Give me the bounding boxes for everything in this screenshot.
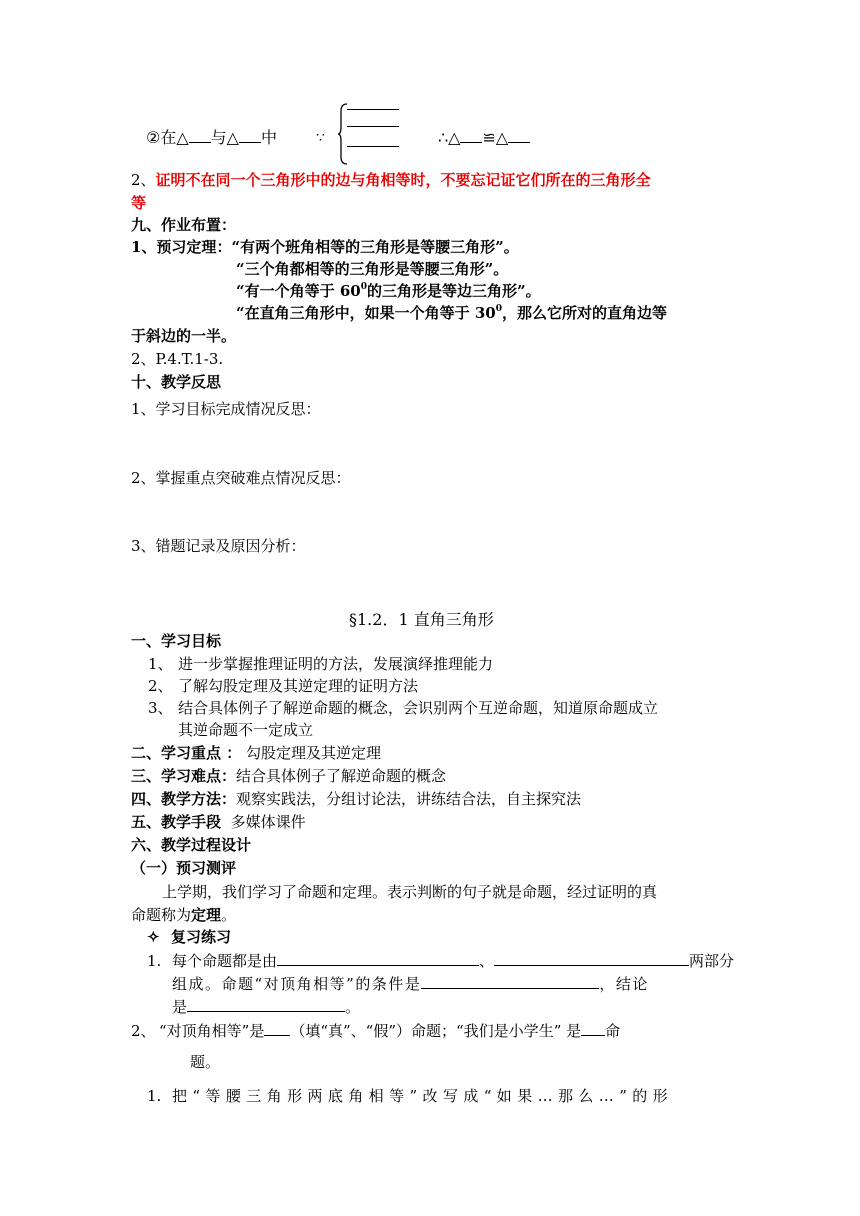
reflection-q2: 2、掌握重点突破难点情况反思： bbox=[131, 469, 351, 487]
goal-3-text: 结合具体例子了解逆命题的概念，会识别两个互逆命题，知道原命题成立 bbox=[178, 699, 659, 717]
goal-1-num: 1、 bbox=[148, 655, 173, 673]
left-brace-icon bbox=[337, 103, 349, 165]
goals-heading: 一、学习目标 bbox=[131, 632, 222, 650]
proof-prefix: ②在△ bbox=[146, 128, 189, 147]
goal-1 bbox=[148, 654, 493, 674]
answer-blank-6[interactable] bbox=[581, 1021, 605, 1036]
exercise-1-a: 每个命题都是由 bbox=[172, 952, 278, 970]
homework-item1-text: “有两个班角相等的三角形是等腰三角形”。 bbox=[231, 238, 519, 256]
goal-1-text: 进一步掌握推理证明的方法，发展演绎推理能力 bbox=[178, 655, 494, 673]
exercise-1-line3 bbox=[172, 997, 360, 1017]
congruent-text: ≌△ bbox=[482, 128, 509, 147]
exercise-1-g: 。 bbox=[345, 998, 361, 1016]
proof-line bbox=[146, 128, 277, 148]
goal-3-num: 3、 bbox=[148, 699, 173, 717]
intro-line1: 上学期，我们学习了命题和定理。表示判断的句子就是命题，经过证明的真 bbox=[162, 883, 658, 901]
exercise-2-line2: 题。 bbox=[190, 1053, 221, 1071]
key-heading: 二、学习重点 ： bbox=[131, 744, 242, 762]
exercise-2-b: （填“真”、“假”）命题；“我们是小学生” 是 bbox=[290, 1022, 582, 1040]
answer-blank-5[interactable] bbox=[264, 1021, 290, 1036]
preview-heading: （一）预习测评 bbox=[131, 859, 237, 877]
intro-line2 bbox=[131, 905, 236, 925]
exercise-3-text: 把“等腰三角形两底角相等”改写成“如果…那么…”的形 bbox=[172, 1087, 674, 1105]
teaching-means bbox=[131, 812, 306, 832]
intro-bold: 定理 bbox=[191, 906, 222, 924]
therefore-line bbox=[438, 128, 530, 148]
homework-item1-b: “三个角都相等的三角形是等腰三角形”。 bbox=[236, 260, 509, 278]
homework-item1-d-post: ，那么它所对的直角边等 bbox=[502, 304, 668, 322]
answer-blank-4[interactable] bbox=[187, 997, 345, 1012]
answer-blank-3[interactable] bbox=[421, 974, 599, 989]
therefore-text: ∴△ bbox=[438, 128, 461, 147]
process-heading: 六、教学过程设计 bbox=[131, 836, 252, 854]
because-symbol: ∵ bbox=[316, 130, 325, 146]
homework-item1-label: 1、预习定理： bbox=[131, 238, 232, 256]
homework-item1-c bbox=[236, 281, 541, 301]
homework-item2: 2、P.4.T.1-3. bbox=[131, 350, 224, 368]
exercise-3-line1 bbox=[147, 1086, 673, 1106]
blank-triangle-1 bbox=[189, 128, 211, 143]
method-text: 观察实践法，分组讨论法，讲练结合法，自主探究法 bbox=[236, 790, 582, 808]
exercise-1-line2 bbox=[172, 974, 649, 994]
exercise-2-c: 命 bbox=[605, 1022, 621, 1040]
exercise-1-c: 两部分 bbox=[689, 952, 735, 970]
note2-text: 证明不在同一个三角形中的边与角相等时，不要忘记证它们所在的三角形全 bbox=[155, 171, 651, 189]
teaching-method bbox=[131, 789, 581, 809]
exercise-1-b: 、 bbox=[479, 952, 495, 970]
blank-triangle-4 bbox=[508, 128, 530, 143]
exercise-3-num: 1. bbox=[147, 1087, 162, 1105]
exercise-1-f: 是 bbox=[172, 998, 188, 1016]
goal-2-num: 2、 bbox=[148, 677, 173, 695]
means-heading: 五、教学手段 bbox=[131, 813, 222, 831]
brace-blank-2 bbox=[347, 126, 399, 127]
method-heading: 四、教学方法： bbox=[131, 790, 237, 808]
homework-item1-d-pre: “在直角三角形中，如果一个角等于 30 bbox=[236, 304, 496, 322]
diff-heading: 三、学习难点： bbox=[131, 767, 237, 785]
intro-pre: 命题称为 bbox=[131, 906, 192, 924]
section-title: §1.2．1 直角三角形 bbox=[349, 610, 494, 629]
homework-item1-d-line2: 于斜边的一半。 bbox=[131, 327, 237, 345]
review-heading: 复习练习 bbox=[171, 928, 232, 946]
exercise-2-num: 2、 bbox=[131, 1022, 156, 1040]
exercise-2-a: “对顶角相等”是 bbox=[159, 1022, 265, 1040]
goal-3 bbox=[148, 698, 658, 718]
brace-blank-1 bbox=[347, 109, 399, 110]
means-text: 多媒体课件 bbox=[230, 813, 306, 831]
difficulty bbox=[131, 766, 446, 786]
exercise-1-line1 bbox=[147, 951, 734, 971]
degree-sup-2: 0 bbox=[495, 304, 502, 314]
reflection-heading: 十、教学反思 bbox=[131, 373, 222, 391]
note2-line2: 等 bbox=[131, 194, 147, 212]
key-text: 勾股定理及其逆定理 bbox=[246, 744, 382, 762]
review-heading-line bbox=[147, 927, 231, 947]
exercise-1-num: 1. bbox=[147, 952, 162, 970]
homework-item1-c-pre: “有一个角等于 60 bbox=[236, 282, 361, 300]
proof-mid1: 与△ bbox=[210, 128, 239, 147]
proof-mid2: 中 bbox=[260, 128, 277, 147]
homework-item1-c-post: 的三角形是等边三角形”。 bbox=[367, 282, 541, 300]
brace-blank-3 bbox=[347, 146, 399, 147]
note2-num: 2、 bbox=[131, 171, 156, 189]
goal-2 bbox=[148, 676, 418, 696]
blank-triangle-3 bbox=[460, 128, 482, 143]
exercise-1-e: ，结论 bbox=[599, 975, 649, 993]
homework-item1-d bbox=[236, 303, 667, 323]
key-point bbox=[131, 743, 381, 763]
homework-heading: 九、作业布置： bbox=[131, 216, 237, 234]
exercise-1-d: 组成。命题“对顶角相等”的条件是 bbox=[172, 975, 422, 993]
diamond-bullet-icon: ✧ bbox=[147, 928, 160, 946]
exercise-2-line1 bbox=[131, 1021, 620, 1041]
reflection-q1: 1、学习目标完成情况反思： bbox=[131, 400, 321, 418]
degree-sup-1: 0 bbox=[360, 282, 367, 292]
reflection-q3: 3、错题记录及原因分析： bbox=[131, 537, 306, 555]
intro-post: 。 bbox=[221, 906, 237, 924]
goal-2-text: 了解勾股定理及其逆定理的证明方法 bbox=[178, 677, 419, 695]
note2-line1 bbox=[131, 170, 651, 190]
homework-item1 bbox=[131, 237, 519, 257]
blank-triangle-2 bbox=[239, 128, 261, 143]
goal-3-line2: 其逆命题不一定成立 bbox=[178, 721, 314, 739]
diff-text: 结合具体例子了解逆命题的概念 bbox=[236, 767, 447, 785]
answer-blank-2[interactable] bbox=[494, 951, 689, 966]
answer-blank-1[interactable] bbox=[277, 951, 479, 966]
